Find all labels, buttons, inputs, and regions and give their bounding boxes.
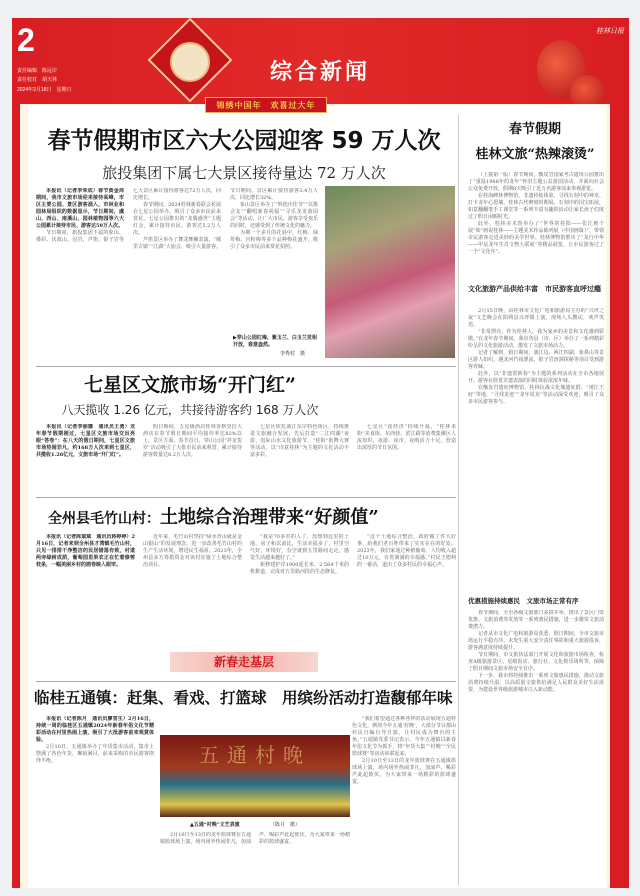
paragraph: 节日期间，市文旅执法部门开展文化和旅游市场检查，检查A级旅游景区、星级饭店、旅行社、文化娱乐场所等，保障了假日期间文旅市场安全有序。 bbox=[468, 652, 604, 672]
proofreader: 责任校对 胡天林 bbox=[17, 77, 58, 83]
article3-title-prefix: 全州县毛竹山村： bbox=[48, 511, 160, 527]
article1-title: 春节假期市区六大公园迎客 59 万人次 bbox=[47, 128, 441, 154]
article1-photo-caption: ▶穿山公园红梅、紫玉兰、白玉兰竞相开放，春意盎然。 bbox=[233, 335, 317, 348]
paragraph: 本报讯（记者李荣成）春节黄金周期间，我市文旅市场迎来接待高峰，市区主要公园、景区游客涌入，市林业和园林局组织的数据显示，节日期间，虞山、西山、南溪山、园林植物园等六大公园累计接待市民、游客达59万人次。 bbox=[36, 188, 124, 229]
paragraph: 象山景区举办了“辉煌庆佳节”“以歌会友”“翻唱新春祝福”“寻乐龙龙游园会”等活动，让广大市民、游客享受欢乐的同时，还感受到了传统文化的魅力。 bbox=[230, 202, 318, 229]
paragraph: 本报讯（记者陈斌斌 通讯员蒋婷婷）2月16日，记者来到全州县才湾镇毛竹山村，只见一排排干净整洁的民居错落有致，村道两旁绿树成荫，葡萄园里果农正在忙着修剪枝条，一幅美丽乡村的画卷映入眼帘。 bbox=[36, 534, 135, 568]
article2-title: 七星区文旅市场“开门红” bbox=[84, 374, 296, 396]
village-gala-photo bbox=[160, 735, 350, 817]
paragraph: 春节期间，2024桂林新春联会花展在七星公园举办，吸引了众多市民前来赏花。七星公园推出的“龙腾盛世”主题灯会，累计接待市民、游客达5.2万人次。 bbox=[133, 202, 221, 236]
paragraph: 此外，以“非遗贺新春”为主题的系列活动在全市各地展开，游客在欣赏非遗表演的同时体验浓浓年味。 bbox=[468, 371, 604, 384]
article1-subtitle: 旅投集团下属七大景区接待量达 72 万人次 bbox=[102, 164, 386, 182]
paragraph: “我们希望通过各种各样的活动展现五通特色文化，例如今年五通‘村晚’，大部分节目都由村民自编自导自演，让村民成为舞台的主角。”五通镇党委书记表示，今年五通镇以新春年俗文化节为抓手，将“年货大集”“村晚”“全民篮球赛”等活动串联起来。 bbox=[352, 716, 456, 757]
article4-body-bottom bbox=[160, 832, 350, 884]
article4-photo-credit: （陈月 摄） bbox=[270, 822, 301, 828]
stage-sign: 五通村晚 bbox=[199, 743, 311, 767]
section-title: 综合新闻 bbox=[270, 59, 371, 85]
article1-photo-credit: 李秀村 摄 bbox=[280, 351, 306, 357]
sidebar-body1 bbox=[468, 172, 604, 282]
date: 2024年2月18日 星期日 bbox=[17, 87, 72, 93]
paragraph: 记者了解到，假日期间，漓江边、两江四湖、象鼻山等景区游人如织，遇龙河竹筏漂流、银子岩溶洞探秘等项目受到游客青睐。 bbox=[468, 350, 604, 370]
divider bbox=[36, 366, 456, 367]
article4-body-left bbox=[36, 716, 154, 884]
column-divider bbox=[458, 115, 459, 885]
paragraph: 2月15日晚，由桂林市文化广电和旅游局主办的“兴坪之夜”文艺晚会在阳朔县兴坪镇上演，现场人头攒动，欢声笑语。 bbox=[468, 308, 604, 328]
paragraph: （上接第一版）春节期间，甑皮岩国家考古遗址公园推出了“重温1988年的龙年”怀旧主题公益游园活动，并面向社会公众免费开放，假期8天吸引了近万名游客前来参观游览。 bbox=[468, 172, 604, 192]
article2-subtitle: 八天揽收 1.26 亿元，共接待游客约 168 万人次 bbox=[61, 403, 319, 417]
paragraph: 近年来，毛竹山村坚持“绿水青山就是金山银山”的发展理念，进一步改善毛竹山村的生产生活环境，增进民生福祉。2023年，全州县多方筹措资金对该村实施了土地综合整治项目。 bbox=[143, 534, 242, 568]
article4-photo-caption: ▲五通“村晚”文艺表演 bbox=[190, 822, 240, 828]
paragraph: 七星区“夜经济”持续升温，“桂林米粉”美食街、东西巷、滨江路等消费集聚区人流如织，夜游、夜市、夜购活力十足，营造出浓厚的节日氛围。 bbox=[357, 424, 456, 451]
paragraph: 新修建护岸1900延长米，2.564千米的机耕道，完成对五里路河段的生态修复。 bbox=[250, 562, 349, 575]
new-spring-grassroots-badge: 新春走基层 bbox=[170, 652, 318, 672]
dragon-emblem-icon bbox=[170, 42, 210, 82]
sidebar-subhead2: 优惠措施持续惠民 文旅市场正常有序 bbox=[468, 597, 579, 605]
festival-banner: 锦绣中国年 欢喜过大年 bbox=[205, 97, 327, 113]
sidebar-body3 bbox=[468, 610, 604, 884]
paragraph: 节日期间，旅投集团下属的象山、叠彩、伏波山、冠岩、芦笛、银子岩等七大景区累计接待游客达72万人次，同比增长。 bbox=[36, 188, 221, 243]
paragraph: “我是70多岁的人了，没想到这里的土地、房子和以前比，生活幸福多了，村里空气好，环境好，有空就到五里路间走走，感觉生活越来越好了。” bbox=[250, 534, 349, 561]
paragraph: 2月10日至13日的龙年篮球赛在五通镇篮球场上演，场内场外热闹非凡，加油声、喝彩声此起彼伏，为大家带来一场精彩的篮球盛宴。 bbox=[352, 758, 456, 785]
sidebar-title-line1: 春节假期 bbox=[508, 122, 561, 137]
article1-body bbox=[36, 188, 318, 358]
paragraph: 2月10日，五通镇举办了年货集市活动，集市上摆满了各色年货，琳琅满目，前来采购的市民游客络绎不绝。 bbox=[36, 744, 154, 764]
divider bbox=[36, 497, 456, 498]
plum-blossom-photo bbox=[325, 186, 455, 358]
paragraph: “非常漂亮，作为桂林人，我为家乡的美景和文化感到骄傲。”在龙年春节期间，我市各县（市、区）举办了一系列精彩纷呈的文化旅游活动，激发了文旅市场活力。 bbox=[468, 329, 604, 349]
paragraph: 在甑皮岩遗址博物馆、桂林抗战文化城遗址群、“靖江王府”等地，“寻找龙迹”“龙年说龙”等活动深受欢迎，吸引了众多市民游客参与。 bbox=[468, 385, 604, 405]
sidebar-subhead1: 文化旅游产品供给丰富 市民游客直呼过瘾 bbox=[468, 285, 601, 293]
paragraph: 春节期间，全市各级文旅部门多措并举，推出了景区门票优惠、文旅消费券发放等一系列惠民措施，进一步激发文旅消费潜力。 bbox=[468, 610, 604, 630]
paragraph: 记者从市文化广电和旅游局获悉，假日期间，全市文旅市场运行平稳有序，未发生重大安全责任事故和重大旅游投诉，游客满意度持续提升。 bbox=[468, 631, 604, 651]
sidebar-title-line2: 桂林文旅“热辣滚烫” bbox=[475, 147, 595, 162]
paragraph: 假日期间，五星级酒店桂林香格里拉大酒店在春节假日期间平均接待率达82%以上，景区方面，春节首日，穿山公园“祥龙贺岁”活动吸引了大批市民前来观赏，累计接待游客数量达8.2万人次。 bbox=[143, 424, 242, 458]
paragraph: 2月10日至13日的龙年篮球赛在五通镇篮球场上演，场内场外热闹非凡，加油声、喝彩声此起彼伏，为大家带来一场精彩的篮球盛宴。 bbox=[160, 832, 350, 845]
article4-title: 临桂五通镇：赶集、看戏、打篮球 用缤纷活动打造馥郁年味 bbox=[34, 688, 453, 707]
paper-logo: 桂林日报 bbox=[596, 27, 624, 35]
paragraph: 本报讯（记者李丽娜 通讯员王勇）龙年春节假期刚过，七星区文旅市场交出亮眼“答卷”：在八天的假日期间，七星区文旅市场热闹非凡，约168万人次来到七星区，共揽收1.26亿元，文旅市场“开门红”。 bbox=[36, 424, 135, 458]
paragraph: 七星区依托漓江东岸特色街区，持续推进文旅融合发展，先后打造“二江四湖”夜游、国际山水文化旅游节、“桂街”街舞大赛等活动，以“诗意桂林”为主题的文化活动丰富多彩。 bbox=[250, 424, 349, 458]
paragraph: 在桂海碑林博物馆，非遗传拓体验、寻找石刻中的神龙、打卡龙年心愿墙，桂林古代碑刻时期展、石刻中的国宝拓展，如意翻翻笔手工课堂等一系列丰富有趣的活动让家长孩子们度过了假日闲暇时光。 bbox=[468, 193, 604, 220]
paragraph: 为期一个多月的花展中，红梅、绿萼梅、宫粉梅等多个品种梅花盛开，吸引了众多市民前来赏花拍照。 bbox=[230, 230, 318, 250]
article3-title-main: 土地综合治理带来“好颜值” bbox=[160, 507, 379, 528]
paragraph: 此外，桂林美术馆举办了“世界的桂阳——张江画个展”和“画说桂林——主题美术作品陈列展（中国画篇）”，带领市民游客走进美妙的美学世界。桂林博物馆推出了“龙行中华——甲辰龙年生肖文物大联展”等精品展览，让市民游客过了一个“文化年”。 bbox=[468, 221, 604, 255]
paragraph: “这个土地综合整治，政府做了件大好事，给我们老百姓带来了实实在在的好处。2023年，我们家通过种植葡萄，人均收入超过10万元，有着满满的幸福感。”村民王德利的一番话，道出了众多村民的幸福心声。 bbox=[357, 534, 456, 568]
article3-title bbox=[48, 503, 458, 529]
article4-body-right bbox=[352, 716, 456, 884]
paragraph: 下一步，我市将持续推出一系列文旅惠民措施，推动文旅消费持续升温，以高质量文旅供给满足人民群众美好生活需要，为建设世界级旅游城市注入新动能。 bbox=[468, 673, 604, 693]
paragraph: 芦笛景区举办了舞龙舞狮表演、“城里古镇”“江湖”大庙会，吸引大量游客。节日期间，景区累计接待游客3.4万人次，同比增长32%。 bbox=[133, 188, 318, 250]
paragraph: 本报讯（记者陈月 通讯员廖雪生）2月16日，持续一周的临桂区五通镇2024年新春年俗文化节精彩活动在村里热闹上演，吸引了大批游客前来观赏体验。 bbox=[36, 716, 154, 743]
editor: 责任编辑 陈远岸 bbox=[17, 68, 58, 74]
article2-body bbox=[36, 424, 456, 490]
page-number: 2 bbox=[17, 22, 35, 58]
divider bbox=[36, 681, 456, 682]
sidebar-body2 bbox=[468, 308, 604, 592]
